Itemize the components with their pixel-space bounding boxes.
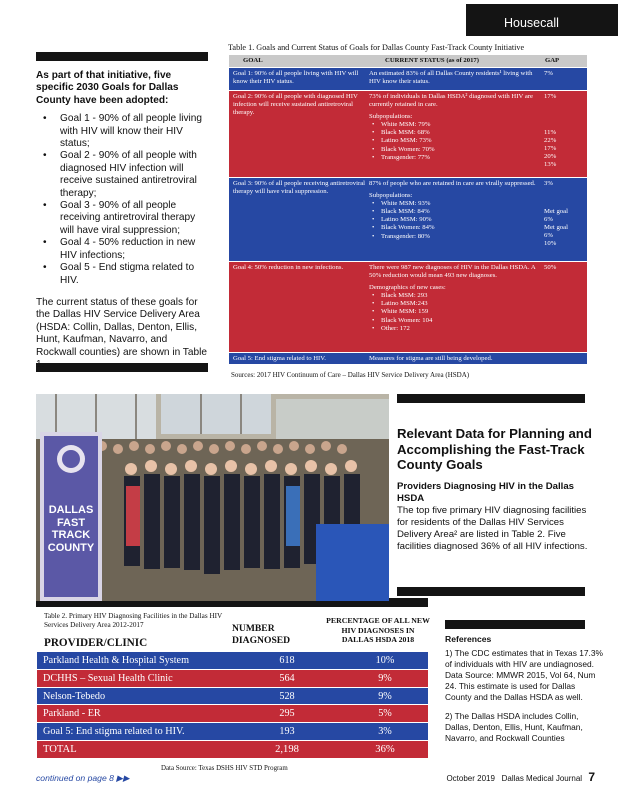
gap-value: 3%: [544, 180, 553, 187]
demographics-item: • Other: 172: [369, 325, 541, 333]
table1: [229, 55, 587, 364]
section-tab: [466, 4, 618, 36]
subpop-item: • White MSM: 79%: [369, 121, 541, 129]
event-photo-illustration: [36, 394, 389, 601]
subpop-title: Subpopulations:: [369, 113, 413, 121]
reference-item: 1) The CDC estimates that in Texas 17.3% of individuals with HIV are undiagnosed. Data Source: MMWR 2015, Vol 64, Num 24. This estimate is used for Dallas County and the Dallas HSDA as well.: [445, 648, 603, 702]
percent-cell: 9%: [378, 672, 392, 684]
status-cell: [369, 264, 541, 333]
issue-date: October 2019: [446, 774, 495, 783]
provider-cell: Nelson-Tebedo: [43, 690, 106, 702]
percent-cell: 36%: [375, 743, 395, 755]
subpop-item: • White MSM: 93%: [369, 200, 541, 208]
relevant-subtitle: Providers Diagnosing HIV in the Dallas HSDA: [397, 480, 574, 504]
gap-cell: 50%: [544, 264, 557, 271]
table1-header: [229, 55, 587, 67]
goal-cell: Goal 5: End stigma related to HIV.: [233, 355, 326, 362]
references: [445, 634, 603, 752]
intro-column: [36, 70, 208, 371]
gap-value: 17%: [544, 93, 557, 100]
section-label: Housecall: [504, 16, 559, 30]
subpop-item: • Black Women: 84%: [369, 224, 541, 232]
gap-value: Met goal: [544, 208, 568, 216]
gap-value: 17%: [544, 145, 557, 153]
table-row: [37, 688, 428, 706]
status-cell: [369, 180, 541, 241]
gap-value: 6%: [544, 216, 553, 224]
demographics-item: • Black Women: 104: [369, 317, 541, 325]
demographics-list: [369, 292, 541, 332]
status-cell: An estimated 83% of all Dallas County residents¹ living with HIV know their status.: [369, 70, 533, 86]
gap-value: 11%: [544, 129, 557, 137]
relevant-title: Relevant Data for Planning and Accomplishing the Fast-Track County Goals: [397, 426, 592, 473]
status-cell: [369, 93, 541, 162]
table2-source: Data Source: Texas DSHS HIV STD Program: [161, 765, 288, 772]
gap-cell: [544, 180, 584, 249]
table-row: [37, 670, 428, 688]
goals-list: [36, 113, 208, 287]
gap-value: Met goal: [544, 224, 568, 232]
relevant-bottom-bar: [397, 587, 585, 596]
subpop-item: • Latino MSM: 90%: [369, 216, 541, 224]
goal-item: • Goal 1 - 90% of all people living with HIV will know their HIV status;: [36, 113, 208, 150]
subpop-item: • Latino MSM: 73%: [369, 137, 541, 145]
gap-value: 6%: [544, 232, 553, 240]
subpop-list: [369, 121, 541, 161]
gap-cell: [544, 93, 584, 170]
references-title: References: [445, 634, 492, 644]
subpop-item: • Black MSM: 84%: [369, 208, 541, 216]
relevant-body: The top five primary HIV diagnosing facilities for residents of the Dallas HIV Services Delivery Area² are listed in Table 2. Five facilities diagnosed 36% of all HIV infections.: [397, 504, 588, 552]
number-cell: 193: [279, 726, 295, 738]
goal-cell: Goal 3: 90% of all people receiving antiretroviral therapy will have viral suppression.: [233, 180, 366, 196]
col-number-header: NUMBER DIAGNOSED: [232, 623, 291, 646]
table-row: [229, 261, 587, 352]
subpop-title: Subpopulations:: [369, 192, 413, 200]
percent-cell: 3%: [378, 726, 392, 738]
intro-top-bar: [36, 52, 208, 61]
status-cell: Measures for stigma are still being developed.: [369, 355, 493, 362]
relevant-top-bar: [397, 394, 585, 403]
sign-text-line: TRACK: [51, 529, 91, 541]
table-row: [229, 90, 587, 177]
fast-track-sign: [44, 504, 98, 554]
col-status-header: CURRENT STATUS (as of 2017): [385, 57, 480, 64]
col-provider-header: PROVIDER/CLINIC: [44, 637, 148, 649]
gap-value: 20%: [544, 153, 557, 161]
col-percent-header: PERCENTAGE OF ALL NEW HIV DIAGNOSES IN DALLAS HSDA 2018: [326, 616, 430, 645]
goal-item: • Goal 4 - 50% reduction in new HIV infections;: [36, 237, 208, 262]
percent-cell: 5%: [378, 708, 392, 720]
subpop-list: [369, 200, 541, 240]
goal-cell: Goal 2: 90% of all people with diagnosed HIV infection will receive sustained antiretroviral therapy.: [233, 93, 358, 117]
goal-item: • Goal 3 - 90% of all people receiving antiretroviral therapy will have viral suppression;: [36, 200, 208, 237]
subpop-item: • Black MSM: 68%: [369, 129, 541, 137]
status-text: 87% of people who are retained in care are virally suppressed.: [369, 180, 536, 187]
table2: [37, 652, 428, 759]
provider-cell: Parkland - ER: [43, 708, 101, 720]
subpop-item: • Black Women: 70%: [369, 146, 541, 154]
col-gap-header: GAP: [545, 57, 560, 64]
percent-cell: 9%: [378, 690, 392, 702]
provider-cell: Goal 5: End stigma related to HIV.: [43, 726, 185, 738]
demographics-title: Demographics of new cases:: [369, 284, 446, 292]
provider-cell: Parkland Health & Hospital System: [43, 655, 190, 666]
number-cell: 564: [279, 672, 295, 684]
page-footer: [446, 770, 595, 784]
number-cell: 295: [279, 708, 295, 720]
gap-value: 13%: [544, 161, 557, 169]
number-cell: 528: [279, 690, 295, 702]
status-text: There were 987 new diagnoses of HIV in the Dallas HSDA. A 50% reduction would mean 493 new diagnoses.: [369, 264, 536, 280]
table2-caption: Table 2. Primary HIV Diagnosing Facilities in the Dallas HIV Services Delivery Area 2012-2017: [44, 612, 223, 629]
goal-item: • Goal 2 - 90% of all people with diagnosed HIV infection will receive sustained antiretroviral therapy;: [36, 150, 208, 200]
gap-cell: 7%: [544, 70, 553, 77]
event-photo: [36, 394, 389, 601]
journal-name: Dallas Medical Journal: [501, 774, 583, 783]
goal-item: • Goal 5 - End stigma related to HIV.: [36, 262, 208, 287]
continued-link[interactable]: continued on page 8 ▶▶: [36, 773, 130, 783]
gap-value: 10%: [544, 240, 557, 248]
status-text: 73% of individuals in Dallas HSDA² diagnosed with HIV are currently retained in care.: [369, 93, 534, 109]
table-row: [229, 67, 587, 90]
subpop-item: • Transgender: 77%: [369, 154, 541, 162]
gap-value: 22%: [544, 137, 557, 145]
table-total-row: [37, 741, 428, 759]
demographics-item: • Black MSM: 293: [369, 292, 541, 300]
table-row: [229, 177, 587, 261]
provider-cell: DCHHS – Sexual Health Clinic: [43, 672, 173, 684]
sign-text-line: COUNTY: [47, 541, 95, 554]
sign-text-line: DALLAS: [48, 504, 94, 516]
demographics-item: • Latino MSM:243: [369, 300, 541, 308]
percent-cell: 10%: [375, 655, 395, 666]
goal-cell: Goal 4: 50% reduction in new infections.: [233, 264, 344, 271]
table-row: [229, 352, 587, 364]
provider-cell: TOTAL: [43, 743, 77, 755]
intro-status: The current status of these goals for the Dallas HIV Service Delivery Area (HSDA: Collin, Dallas, Denton, Ellis, Hunt, Kaufman, Navarro, and Rockwall counties) are shown in Table 1.: [36, 296, 207, 370]
table1-caption: Table 1. Goals and Current Status of Goals for Dallas County Fast-Track County Initiative: [228, 43, 525, 52]
goal-cell: Goal 1: 90% of all people living with HIV will know their HIV status.: [233, 70, 359, 86]
intro-lead: As part of that initiative, five specific 2030 Goals for Dallas County have been adopted:: [36, 70, 179, 106]
references-top-bar: [445, 620, 585, 629]
number-cell: 618: [279, 655, 295, 666]
table1-source: Sources: 2017 HIV Continuum of Care – Dallas HIV Service Delivery Area (HSDA): [231, 371, 470, 379]
col-goal-header: GOAL: [243, 57, 263, 64]
table-row: [37, 652, 428, 670]
reference-item: 2) The Dallas HSDA includes Collin, Dallas, Denton, Ellis, Hunt, Kaufman, Navarro, and Rockwall Counties: [445, 711, 583, 743]
page-number: 7: [588, 770, 595, 784]
table-row: [37, 705, 428, 723]
relevant-data-section: [397, 426, 593, 553]
subpop-item: • Transgender: 80%: [369, 233, 541, 241]
number-cell: 2,198: [275, 743, 299, 755]
sign-text-line: FAST: [56, 516, 86, 529]
demographics-item: • White MSM: 159: [369, 308, 541, 316]
table-row: [37, 723, 428, 741]
